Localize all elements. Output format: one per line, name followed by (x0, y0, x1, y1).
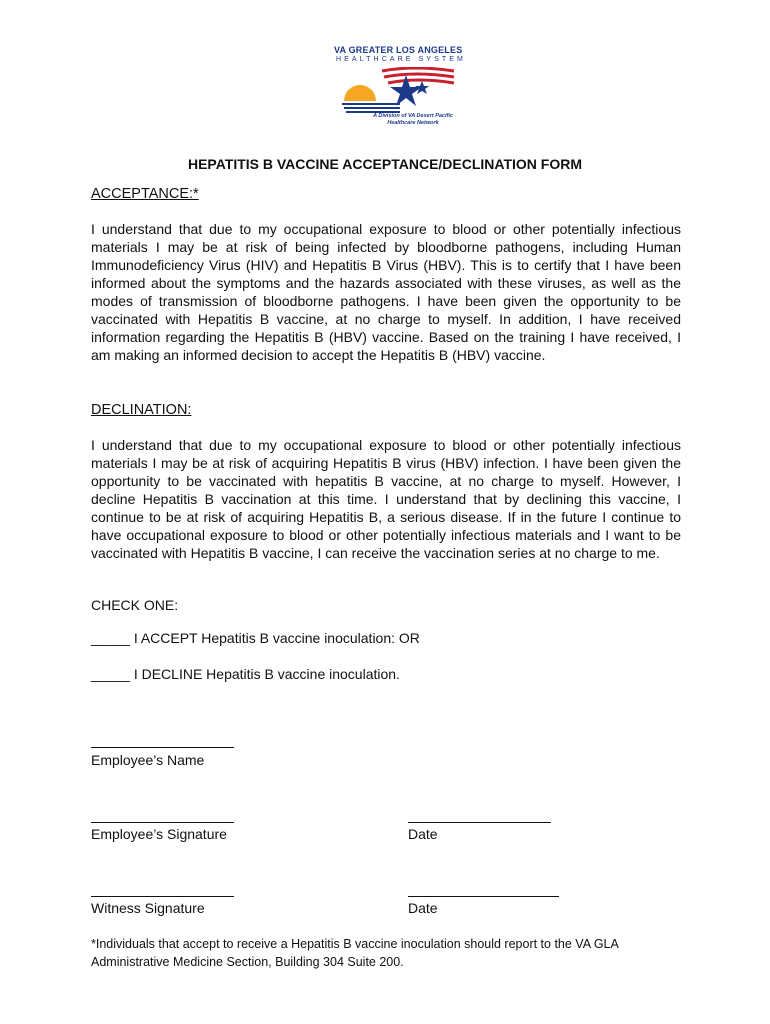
form-title: HEPATITIS B VACCINE ACCEPTANCE/DECLINATION FORM (187, 156, 583, 172)
check-one-label: CHECK ONE: (91, 597, 179, 613)
acceptance-paragraph: I understand that due to my occupational exposure to blood or other potentially infectious materials I may be at risk of being infected by bloodborne pathogens, including Human Immunodeficiency Virus (HIV) and Hepatitis B Virus (HBV). This is to certify that I have been informed about the symptoms and the hazards associated with these viruses, as well as the modes of transmission of bloodborne pathogens. I have been given the opportunity to be vaccinated with Hepatitis B vaccine, at no charge to myself. In addition, I have received information regarding the Hepatitis B (HBV) vaccine. Based on the training I have received, I am making an informed decision to accept the Hepatitis B (HBV) vaccine. (91, 221, 681, 363)
witness-signature-label: Witness Signature (91, 900, 205, 916)
employee-signature-label: Employee’s Signature (91, 826, 227, 842)
declination-heading: DECLINATION: (91, 402, 192, 418)
employee-name-label: Employee’s Name (91, 752, 205, 768)
logo-tagline: A Division of VA Desert Pacific Healthcare Network (373, 113, 453, 126)
va-logo (334, 45, 466, 133)
logo-subtitle: HEALTHCARE SYSTEM (336, 56, 466, 63)
footnote: *Individuals that accept to receive a Hepatitis B vaccine inoculation should report to the VA GLA Administrative Medicine Section, Building 304 Suite 200. (91, 937, 619, 969)
employee-name-line[interactable] (91, 747, 234, 748)
accept-option[interactable]: _____ I ACCEPT Hepatitis B vaccine inoculation: OR (91, 630, 420, 646)
employee-date-label: Date (408, 826, 438, 842)
acceptance-heading: ACCEPTANCE:* (91, 186, 199, 202)
witness-date-label: Date (408, 900, 438, 916)
logo-title: VA GREATER LOS ANGELES (334, 45, 463, 55)
decline-option[interactable]: _____ I DECLINE Hepatitis B vaccine inoculation. (91, 666, 400, 682)
logo-sun-flag-icon (334, 67, 456, 113)
witness-signature-line[interactable] (91, 896, 234, 897)
employee-date-line[interactable] (408, 822, 551, 823)
employee-signature-line[interactable] (91, 822, 234, 823)
declination-paragraph: I understand that due to my occupational exposure to blood or other potentially infectious materials I may be at risk of acquiring Hepatitis B virus (HBV) infection. I have been given the opportunity to be vaccinated with hepatitis B vaccine, at no charge to myself. However, I decline Hepatitis B vaccination at this time. I understand that by declining this vaccine, I continue to be at risk of acquiring Hepatitis B, a serious disease. If in the future I continue to have occupational exposure to blood or other potentially infectious materials and I want to be vaccinated with Hepatitis B vaccine, I can receive the vaccination series at no charge to me. (91, 437, 681, 561)
witness-date-line[interactable] (408, 896, 559, 897)
